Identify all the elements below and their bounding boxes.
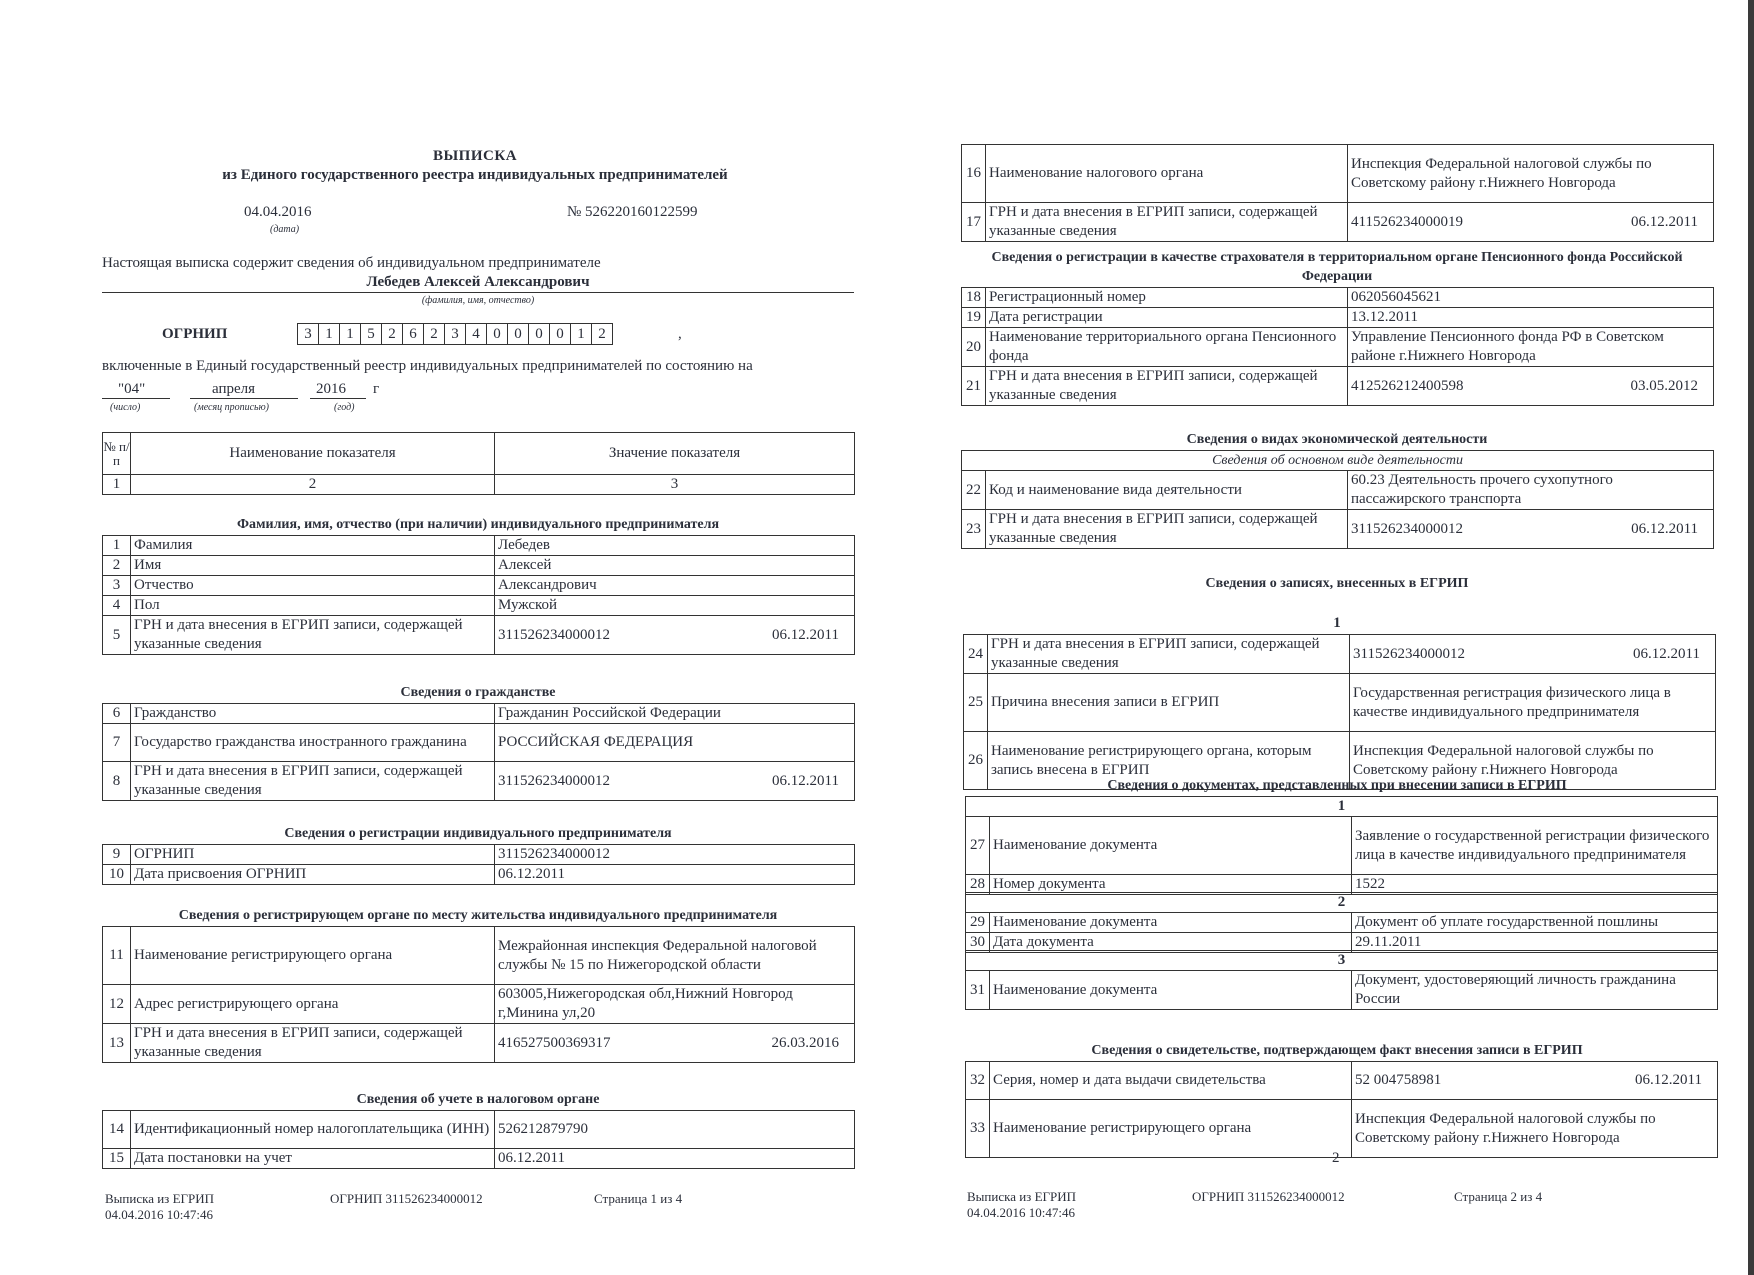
row-name: Наименование документа: [990, 817, 1352, 875]
section-title: Сведения о свидетельстве, подтверждающем факт внесения записи в ЕГРИП: [1091, 1043, 1583, 1058]
intro-text: Настоящая выписка содержит сведения об индивидуальном предпринимателе: [102, 255, 601, 271]
table-row: [103, 927, 855, 985]
grn-date: 06.12.2011: [1631, 520, 1699, 537]
row-number: 2: [103, 556, 131, 576]
row-name: Наименование регистрирующего органа, которым запись внесена в ЕГРИП: [988, 732, 1350, 790]
row-name: Отчество: [131, 576, 495, 596]
footer-p2-ogrnip: ОГРНИП 311526234000012: [1192, 1189, 1345, 1204]
row-value: Заявление о государственной регистрации физического лица в качестве индивидуального предпринимателя: [1352, 817, 1718, 875]
row-number: 5: [103, 616, 131, 655]
row-value: РОССИЙСКАЯ ФЕДЕРАЦИЯ: [495, 724, 855, 762]
doc-date: 04.04.2016: [244, 204, 312, 220]
col-value-header: Значение показателя: [495, 433, 855, 475]
row-value: [1348, 367, 1714, 406]
col-num-header: № п/п: [103, 433, 131, 475]
row-number: 19: [962, 308, 986, 328]
grn-number: 311526234000012: [498, 772, 610, 789]
row-value: 60.23 Деятельность прочего сухопутного пассажирского транспорта: [1348, 471, 1714, 510]
section-title: Фамилия, имя, отчество (при наличии) индивидуального предпринимателя: [236, 517, 720, 532]
row-name: Причина внесения записи в ЕГРИП: [988, 674, 1350, 732]
row-number: 6: [103, 704, 131, 724]
row-value: Документ об уплате государственной пошлины: [1352, 913, 1718, 933]
table-row: [966, 817, 1718, 875]
table-row: [962, 510, 1714, 549]
ogrnip-comma: ,: [678, 326, 682, 342]
grn-number: 416527500369317: [498, 1034, 611, 1051]
month-caption: (месяц прописью): [194, 402, 269, 413]
row-number: 4: [103, 596, 131, 616]
row-number: 18: [962, 288, 986, 308]
ogrnip-digit: 0: [486, 323, 507, 345]
grn-number: 311526234000012: [1353, 645, 1465, 662]
row-name: Номер документа: [990, 875, 1352, 895]
row-number: 21: [962, 367, 986, 406]
table-row: [103, 704, 855, 724]
col-index-1: 1: [103, 475, 131, 495]
included-text: включенные в Единый государственный реестр индивидуальных предпринимателей по состоянию на: [102, 358, 753, 374]
row-name: Адрес регистрирующего органа: [131, 985, 495, 1024]
day-caption: (число): [110, 402, 141, 413]
col-index-2: 2: [131, 475, 495, 495]
ogrnip-digit: 0: [507, 323, 528, 345]
row-name: ГРН и дата внесения в ЕГРИП записи, содержащей указанные сведения: [986, 203, 1348, 242]
row-value: Лебедев: [495, 536, 855, 556]
row-name: Фамилия: [131, 536, 495, 556]
section-table: [102, 844, 855, 885]
row-number: 23: [962, 510, 986, 549]
row-value: Алексей: [495, 556, 855, 576]
grn-with-date: [1351, 213, 1710, 232]
grn-with-date: [1355, 1071, 1714, 1090]
row-name: Гражданство: [131, 704, 495, 724]
grn-with-date: [1353, 645, 1712, 664]
row-number: 17: [962, 203, 986, 242]
row-number: 24: [964, 635, 988, 674]
row-value: 13.12.2011: [1348, 308, 1714, 328]
row-value: Государственная регистрация физического лица в качестве индивидуального предпринимателя: [1350, 674, 1716, 732]
row-value: 06.12.2011: [495, 1149, 855, 1169]
row-name: ОГРНИП: [131, 845, 495, 865]
grn-date: 03.05.2012: [1630, 377, 1698, 394]
grn-date: 26.03.2016: [771, 1034, 839, 1051]
row-value: [495, 762, 855, 801]
section-table: [102, 703, 855, 801]
section-title: Сведения о гражданстве: [400, 685, 556, 700]
year-suffix: г: [373, 381, 380, 397]
group-label: 3: [966, 951, 1718, 971]
day-underline: [102, 398, 170, 399]
row-number: 29: [966, 913, 990, 933]
grn-number: 412526212400598: [1351, 377, 1464, 394]
ogrnip-digit: 3: [297, 323, 318, 345]
state-month: апреля: [212, 381, 256, 397]
row-name: ГРН и дата внесения в ЕГРИП записи, содержащей указанные сведения: [131, 616, 495, 655]
name-underline: [102, 292, 854, 293]
row-number: 10: [103, 865, 131, 885]
table-row: [962, 308, 1714, 328]
section-table: [102, 926, 855, 1063]
row-value: 1522: [1352, 875, 1718, 895]
table-row: [966, 1100, 1718, 1158]
grn-with-date: [498, 626, 851, 645]
row-value: Мужской: [495, 596, 855, 616]
table-row: [103, 985, 855, 1024]
row-value: Межрайонная инспекция Федеральной налоговой службы № 15 по Нижегородской области: [495, 927, 855, 985]
ogrnip-digit-boxes: [297, 323, 613, 345]
ogrnip-digit: 4: [465, 323, 486, 345]
row-number: 7: [103, 724, 131, 762]
row-name: Наименование территориального органа Пенсионного фонда: [986, 328, 1348, 367]
section-title: Сведения о записях, внесенных в ЕГРИП: [1205, 576, 1469, 591]
row-name: ГРН и дата внесения в ЕГРИП записи, содержащей указанные сведения: [131, 1024, 495, 1063]
table-row: [103, 724, 855, 762]
scan-edge: [1748, 0, 1754, 1275]
row-value: 311526234000012: [495, 845, 855, 865]
row-name: Дата присвоения ОГРНИП: [131, 865, 495, 885]
person-name: Лебедев Алексей Александрович: [366, 274, 590, 290]
table-row: [962, 203, 1714, 242]
ogrnip-digit: 1: [570, 323, 591, 345]
pension-table: [961, 287, 1714, 406]
row-number: 12: [103, 985, 131, 1024]
row-number: 26: [964, 732, 988, 790]
row-number: 11: [103, 927, 131, 985]
group-label: 1: [966, 797, 1718, 817]
state-year: 2016: [316, 381, 346, 397]
documents-table: [965, 950, 1718, 1010]
row-value: [1348, 203, 1714, 242]
row-number: 3: [103, 576, 131, 596]
row-value: Управление Пенсионного фонда РФ в Советском районе г.Нижнего Новгорода: [1348, 328, 1714, 367]
table-row: [962, 328, 1714, 367]
row-number: 33: [966, 1100, 990, 1158]
column-header-table: [102, 432, 855, 495]
table-row: [103, 596, 855, 616]
row-number: 13: [103, 1024, 131, 1063]
doc-subtitle: из Единого государственного реестра индивидуальных предпринимателей: [222, 167, 728, 183]
row-number: 31: [966, 971, 990, 1010]
ogrnip-digit: 5: [360, 323, 381, 345]
footer-p1-line1: Выписка из ЕГРИП: [105, 1191, 215, 1206]
table-row: [966, 971, 1718, 1010]
col-name-header: Наименование показателя: [131, 433, 495, 475]
row-name: ГРН и дата внесения в ЕГРИП записи, содержащей указанные сведения: [131, 762, 495, 801]
row-name: Наименование регистрирующего органа: [131, 927, 495, 985]
table-row: [103, 762, 855, 801]
row-value: [495, 1024, 855, 1063]
ogrnip-digit: 0: [528, 323, 549, 345]
row-name: ГРН и дата внесения в ЕГРИП записи, содержащей указанные сведения: [986, 367, 1348, 406]
row-name: Наименование налогового органа: [986, 145, 1348, 203]
table-row: [103, 576, 855, 596]
footer-p2-line2: 04.04.2016 10:47:46: [967, 1205, 1075, 1220]
section-title: Сведения о регистрации в качестве страхователя в территориальном органе Пенсионного фонда Российской Федерации: [991, 250, 1683, 284]
table-subhead: Сведения об основном виде деятельности: [962, 451, 1714, 471]
table-row: [103, 536, 855, 556]
row-name: ГРН и дата внесения в ЕГРИП записи, содержащей указанные сведения: [988, 635, 1350, 674]
row-value: Инспекция Федеральной налоговой службы по Советскому району г.Нижнего Новгорода: [1352, 1100, 1718, 1158]
tax-authority-table: [961, 144, 1714, 242]
section-title: Сведения о видах экономической деятельности: [1186, 432, 1488, 447]
section-title: Сведения об учете в налоговом органе: [356, 1092, 600, 1107]
row-value: [1350, 635, 1716, 674]
grn-date: 06.12.2011: [772, 772, 839, 789]
section-table: [102, 535, 855, 655]
row-number: 28: [966, 875, 990, 895]
row-name: Пол: [131, 596, 495, 616]
row-name: Государство гражданства иностранного гражданина: [131, 724, 495, 762]
ogrnip-digit: 3: [444, 323, 465, 345]
month-underline: [190, 398, 298, 399]
page-2: [877, 0, 1754, 1275]
documents-table: [965, 796, 1718, 895]
row-name: Идентификационный номер налогоплательщика (ИНН): [131, 1111, 495, 1149]
row-value: 526212879790: [495, 1111, 855, 1149]
row-value: [495, 616, 855, 655]
ogrnip-digit: 2: [423, 323, 444, 345]
row-number: 14: [103, 1111, 131, 1149]
grn-date: 06.12.2011: [1631, 213, 1698, 230]
row-name: ГРН и дата внесения в ЕГРИП записи, содержащей указанные сведения: [986, 510, 1348, 549]
table-row: [962, 471, 1714, 510]
grn-date: 06.12.2011: [772, 626, 839, 643]
grn-with-date: [498, 772, 851, 791]
row-value: 603005,Нижегородская обл,Нижний Новгород г,Минина ул,20: [495, 985, 855, 1024]
row-name: Дата регистрации: [986, 308, 1348, 328]
row-number: 8: [103, 762, 131, 801]
year-caption: (год): [334, 402, 355, 413]
row-value: 29.11.2011: [1352, 933, 1718, 953]
row-value: Александрович: [495, 576, 855, 596]
group-label: 1: [1333, 615, 1341, 631]
row-number: 1: [103, 536, 131, 556]
section-title: Сведения о документах, представленных при внесении записи в ЕГРИП: [1107, 778, 1567, 793]
ogrnip-digit: 2: [381, 323, 402, 345]
ogrnip-digit: 0: [549, 323, 570, 345]
ogrnip-digit: 1: [339, 323, 360, 345]
row-name: Наименование документа: [990, 971, 1352, 1010]
row-value: [1352, 1062, 1718, 1100]
grn-with-date: [1351, 377, 1710, 396]
records-table: [963, 634, 1716, 790]
table-row: [103, 616, 855, 655]
ogrnip-digit: 1: [318, 323, 339, 345]
row-name: Дата документа: [990, 933, 1352, 953]
activity-table: [961, 450, 1714, 549]
row-value: 062056045621: [1348, 288, 1714, 308]
section-title: Сведения о регистрации индивидуального предпринимателя: [284, 826, 672, 841]
footer-p1-page: Страница 1 из 4: [594, 1191, 683, 1206]
row-number: 15: [103, 1149, 131, 1169]
row-value: Инспекция Федеральной налоговой службы по Советскому району г.Нижнего Новгорода: [1350, 732, 1716, 790]
row-value: 06.12.2011: [495, 865, 855, 885]
row-name: Имя: [131, 556, 495, 576]
row-value: Инспекция Федеральной налоговой службы по Советскому району г.Нижнего Новгорода: [1348, 145, 1714, 203]
ogrnip-label: ОГРНИП: [162, 326, 228, 342]
date-caption: (дата): [270, 224, 300, 235]
grn-with-date: [1351, 520, 1710, 539]
section-title: Сведения о регистрирующем органе по месту жительства индивидуального предпринимателя: [178, 908, 778, 923]
footer-p2-line1: Выписка из ЕГРИП: [967, 1189, 1077, 1204]
table-row: [966, 1062, 1718, 1100]
col-index-3: 3: [495, 475, 855, 495]
doc-number: № 526220160122599: [567, 204, 698, 220]
name-caption: (фамилия, имя, отчество): [421, 295, 535, 306]
doc-title: ВЫПИСКА: [432, 148, 518, 164]
row-number: 22: [962, 471, 986, 510]
footer-p1-line2: 04.04.2016 10:47:46: [105, 1207, 213, 1222]
table-row: [103, 845, 855, 865]
row-name: Наименование регистрирующего органа: [990, 1100, 1352, 1158]
grn-with-date: [498, 1034, 851, 1053]
table-row: [103, 1111, 855, 1149]
section-table: [102, 1110, 855, 1169]
row-value: [1348, 510, 1714, 549]
row-number: 27: [966, 817, 990, 875]
year-underline: [310, 398, 366, 399]
row-name: Дата постановки на учет: [131, 1149, 495, 1169]
row-value: Документ, удостоверяющий личность гражданина России: [1352, 971, 1718, 1010]
ogrnip-digit: 6: [402, 323, 423, 345]
ogrnip-digit: 2: [591, 323, 613, 345]
certificate-table: [965, 1061, 1718, 1158]
row-number: 32: [966, 1062, 990, 1100]
table-row: [964, 674, 1716, 732]
row-number: 9: [103, 845, 131, 865]
grn-date: 06.12.2011: [1635, 1072, 1702, 1088]
grn-number: 311526234000012: [498, 626, 610, 643]
grn-number: 311526234000012: [1351, 520, 1463, 537]
group-label: 2: [966, 893, 1718, 913]
footer-p1-ogrnip: ОГРНИП 311526234000012: [330, 1191, 483, 1206]
row-name: Код и наименование вида деятельности: [986, 471, 1348, 510]
row-value: Гражданин Российской Федерации: [495, 704, 855, 724]
grn-number: 411526234000019: [1351, 213, 1463, 230]
documents-table: [965, 892, 1718, 953]
table-row: [964, 635, 1716, 674]
row-number: 16: [962, 145, 986, 203]
table-row: [103, 1024, 855, 1063]
row-number: 25: [964, 674, 988, 732]
row-name: Регистрационный номер: [986, 288, 1348, 308]
state-day: "04": [118, 381, 146, 397]
page-2-number: 2: [1332, 1150, 1340, 1166]
row-name: Наименование документа: [990, 913, 1352, 933]
table-row: [962, 288, 1714, 308]
table-row: [962, 367, 1714, 406]
grn-date: 06.12.2011: [1633, 645, 1700, 662]
table-row: [966, 913, 1718, 933]
footer-p2-page: Страница 2 из 4: [1454, 1189, 1543, 1204]
table-row: [103, 865, 855, 885]
row-number: 30: [966, 933, 990, 953]
grn-number: 52 004758981: [1355, 1072, 1442, 1088]
table-row: [103, 1149, 855, 1169]
table-row: [103, 556, 855, 576]
row-number: 20: [962, 328, 986, 367]
row-name: Серия, номер и дата выдачи свидетельства: [990, 1062, 1352, 1100]
table-row: [962, 145, 1714, 203]
